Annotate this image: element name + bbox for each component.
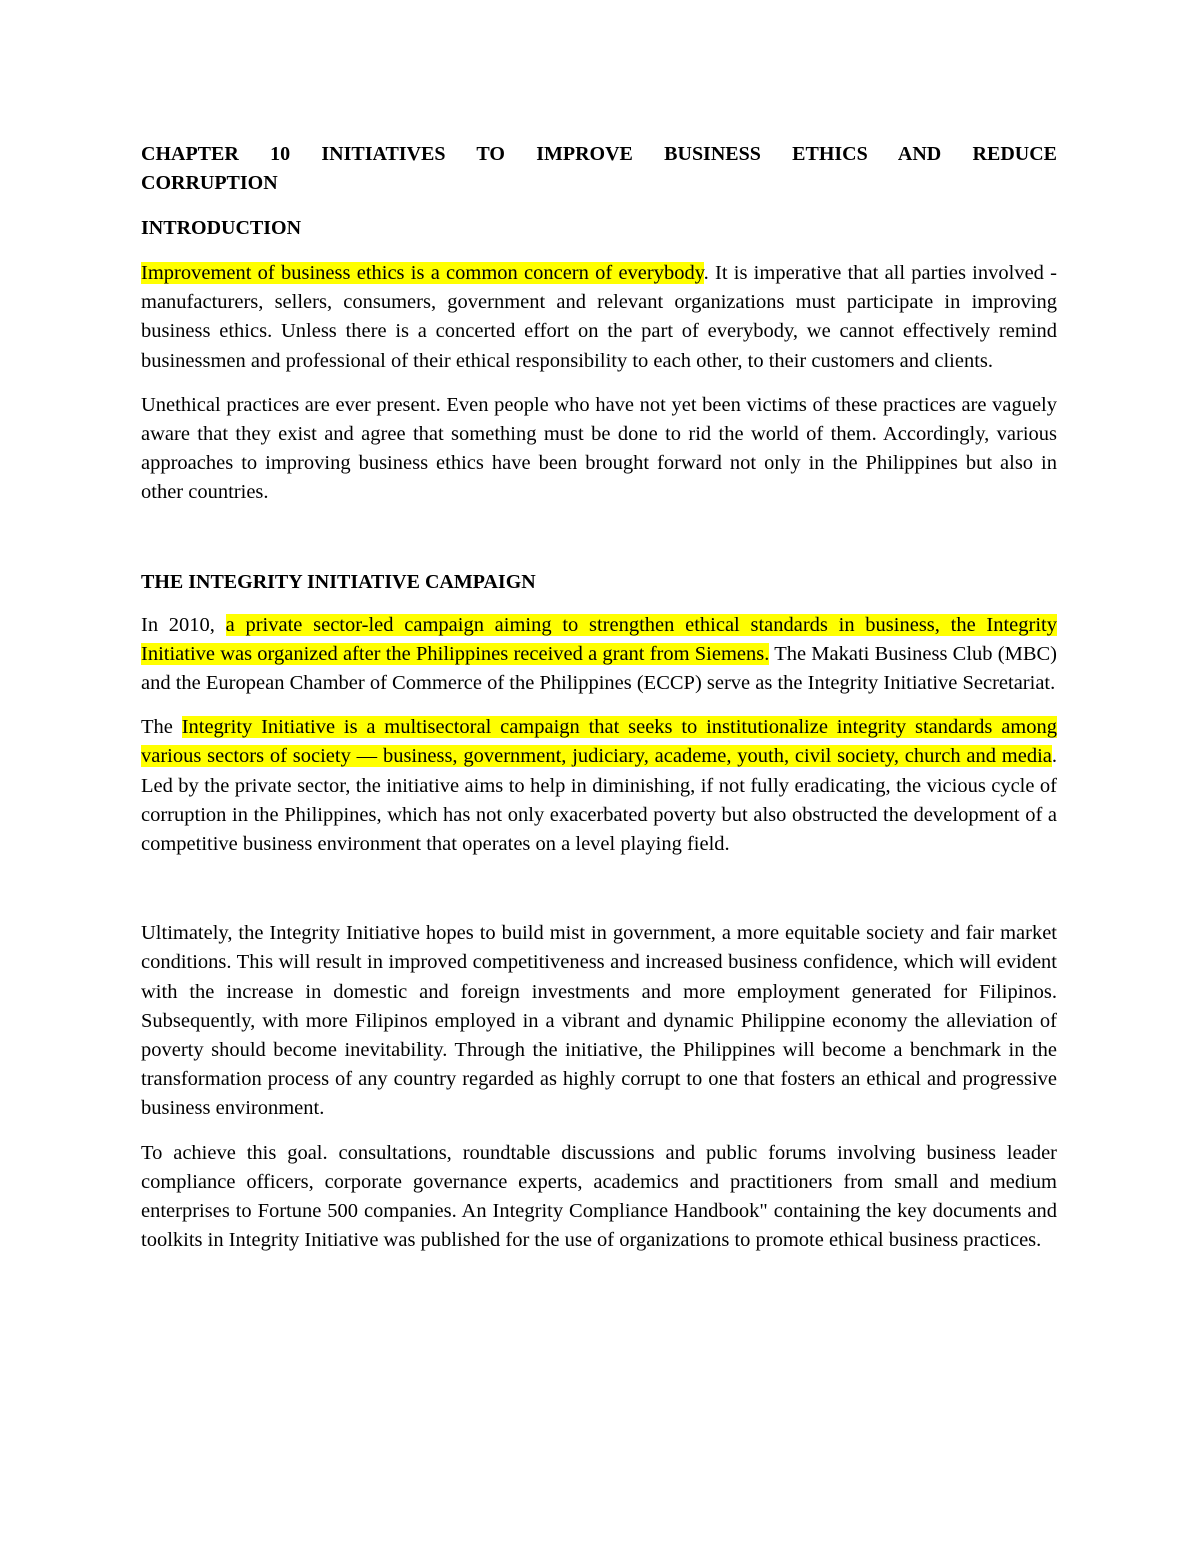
campaign-paragraph-1 xyxy=(141,611,1057,699)
integrity-campaign-heading: THE INTEGRITY INITIATIVE CAMPAIGN xyxy=(141,570,536,593)
intro-paragraph-2: Unethical practices are ever present. Even people who have not yet been victims of these practices are vaguely aware that they exist and agree that something must be done to rid the world of them. Accordingly, various approaches to improving business ethics have been brought forward not only in the Philippines but also in other countries. xyxy=(141,393,1057,504)
highlighted-text: Improvement of business ethics is a common concern of everybody xyxy=(141,262,704,284)
paragraph-text: The Makati Business Club (MBC) and the European Chamber of Commerce of the Philippines (ECCP) serve as the Integrity Initiative Secretariat. xyxy=(141,642,1057,695)
campaign-paragraph-3: Ultimately, the Integrity Initiative hopes to build mist in government, a more equitable society and fair market conditions. This will result in improved competitiveness and increased business confidence, which will evident with the increase in domestic and foreign investments and more employment generated for Filipinos. Subsequently, with more Filipinos employed in a vibrant and dynamic Philippine economy the alleviation of poverty should become inevitability. Through the initiative, the Philippines will become a benchmark in the transformation process of any country regarded as highly corrupt to one that fosters an ethical and progressive business environment. xyxy=(141,922,1057,1120)
highlighted-text: Integrity Initiative is a multisectoral campaign that seeks to institutionalize integrity standards among various sectors of society — business, government, judiciary, academe, youth, civil society, church and media xyxy=(141,716,1058,768)
paragraph-text: In 2010, xyxy=(141,613,226,636)
paragraph-text: The xyxy=(141,716,182,739)
highlighted-text: a private sector-led campaign aiming to strengthen ethical standards in business, the Integrity Initiative was organized after the Philippines received a grant from Siemens. xyxy=(141,613,1057,665)
introduction-heading: INTRODUCTION xyxy=(141,217,302,239)
chapter-title: CHAPTER 10 INITIATIVES TO IMPROVE BUSINESS ETHICS AND REDUCE CORRUPTION xyxy=(141,143,1057,194)
intro-paragraph-1 xyxy=(141,259,1057,376)
campaign-paragraph-4: To achieve this goal. consultations, roundtable discussions and public forums involving business leader compliance officers, corporate governance experts, academics and practitioners from small and medium enterprises to Fortune 500 companies. An Integrity Compliance Handbook" containing the key documents and toolkits in Integrity Initiative was published for the use of organizations to promote ethical business practices. xyxy=(141,1141,1057,1252)
document-page xyxy=(141,140,1057,1255)
paragraph-text: . It is imperative that all parties involved - manufacturers, sellers, consumers, government and relevant organizations must participate in improving business ethics. Unless there is a concerted effort on the part of everybody, we cannot effectively remind businessmen and professional of their ethical responsibility to each other, to their customers and clients. xyxy=(141,262,1057,372)
campaign-paragraph-2 xyxy=(141,713,1057,859)
paragraph-text: . Led by the private sector, the initiative aims to help in diminishing, if not fully eradicating, the vicious cycle of corruption in the Philippines, which has not only exacerbated poverty but also obstructed the development of a competitive business environment that operates on a level playing field. xyxy=(141,745,1057,856)
